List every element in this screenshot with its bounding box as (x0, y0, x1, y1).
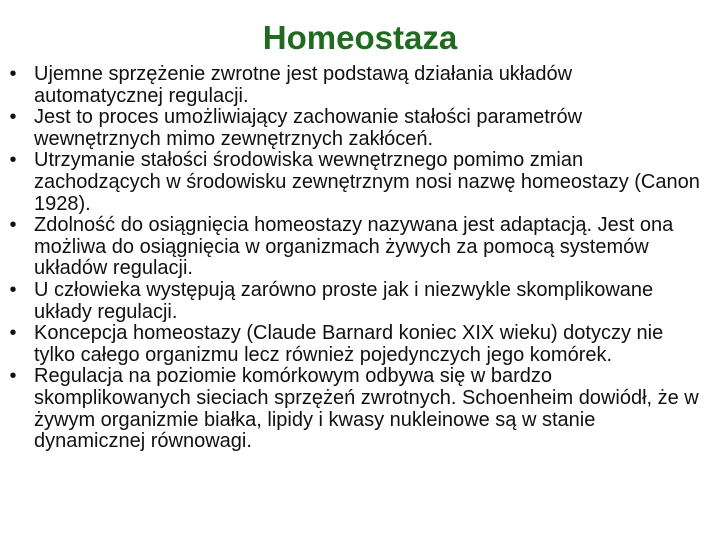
bullet-text: Regulacja na poziomie komórkowym odbywa się w bardzo skomplikowanych sieciach sprzężeń zwrotnych. Schoenheim dowiódł, że w żywym organizmie białka, lipidy i kwasy nukleinowe są w stanie dynamicznej równowagi. (34, 365, 699, 453)
bullet-text: Ujemne sprzężenie zwrotne jest podstawą działania układów automatycznej regulacji. (34, 63, 573, 107)
bullet-item (0, 215, 705, 280)
bullet-icon: • (9, 322, 17, 345)
bullet-icon: • (9, 149, 17, 172)
bullet-text: Jest to proces umożliwiający zachowanie stałości parametrów wewnętrznych mimo zewnętrznych zakłóceń. (34, 106, 583, 150)
bullet-icon: • (9, 214, 17, 237)
bullet-item (0, 150, 705, 215)
bullet-item (0, 280, 705, 323)
bullet-text: Zdolność do osiągnięcia homeostazy nazywana jest adaptacją. Jest ona możliwa do osiągnięcia w organizmach żywych za pomocą systemów układów regulacji. (34, 214, 674, 280)
bullet-text: Utrzymanie stałości środowiska wewnętrznego pomimo zmian zachodzących w środowisku zewnętrznym nosi nazwę homeostazy (Canon 1928). (34, 149, 700, 215)
bullet-item (0, 107, 705, 150)
slide-title: Homeostaza (262, 19, 458, 56)
bullet-item (0, 64, 705, 107)
bullet-text: Koncepcja homeostazy (Claude Barnard koniec XIX wieku) dotyczy nie tylko całego organizmu lecz również pojedynczych jego komórek. (34, 322, 664, 366)
bullet-icon: • (9, 106, 17, 129)
bullet-item (0, 323, 705, 366)
bullet-icon: • (9, 63, 17, 85)
bullet-text: U człowieka występują zarówno proste jak i niezwykle skomplikowane układy regulacji. (34, 278, 654, 323)
bullet-item (0, 366, 705, 452)
bullet-icon: • (9, 365, 17, 388)
bullet-list (0, 64, 705, 453)
bullet-icon: • (9, 278, 17, 301)
